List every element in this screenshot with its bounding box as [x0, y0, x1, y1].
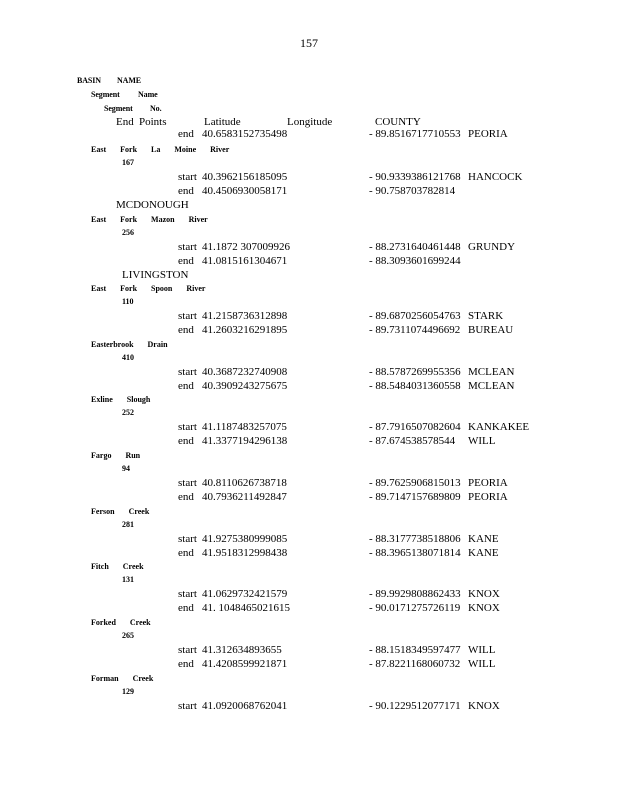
- longitude: - 88.3177738518806: [369, 533, 461, 545]
- end-point-type: end: [178, 547, 194, 559]
- end-point-type: end: [178, 658, 194, 670]
- county: WILL: [468, 435, 496, 447]
- segment-name-word: Run: [125, 451, 141, 460]
- end-point-type: start: [178, 241, 197, 253]
- segment-number: 281: [122, 520, 134, 529]
- segment-name-word: East: [91, 284, 107, 293]
- segment-name-word: Fork: [120, 145, 138, 154]
- county: KANE: [468, 547, 499, 559]
- county: WILL: [468, 644, 496, 656]
- latitude: 41. 1048465021615: [202, 602, 290, 614]
- latitude: 41.1187483257075: [202, 421, 287, 433]
- longitude: - 87.674538578544: [369, 435, 456, 447]
- latitude: 41.0629732421579: [202, 588, 288, 600]
- end-point-type: end: [178, 602, 194, 614]
- county: KNOX: [468, 700, 500, 712]
- segment-name-word: Creek: [122, 562, 144, 571]
- segment-name-word: Moine: [174, 145, 197, 154]
- header-segment-2: Segment: [104, 104, 133, 113]
- latitude: 41.0815161304671: [202, 255, 288, 267]
- coordinate-row: [0, 533, 618, 547]
- end-point-type: start: [178, 644, 197, 656]
- coordinate-row: [0, 700, 618, 714]
- segment-name-word: Exline: [91, 395, 113, 404]
- end-point-type: start: [178, 421, 197, 433]
- segment-name-word: Mazon: [151, 215, 175, 224]
- coordinate-row: [0, 171, 618, 185]
- segment-name-word: Fargo: [91, 451, 112, 460]
- header-basin: BASIN: [77, 76, 101, 85]
- coordinate-row: [0, 380, 618, 394]
- latitude: 41.312634893655: [202, 644, 282, 656]
- segment-name-word: Slough: [126, 395, 151, 404]
- segment-name-word: East: [91, 145, 107, 154]
- segment-name: [91, 451, 154, 460]
- coordinate-row: [0, 435, 618, 449]
- latitude: 41.3377194296138: [202, 435, 288, 447]
- segment-name-word: Fitch: [91, 562, 109, 571]
- end-point-type: end: [178, 380, 194, 392]
- segment-name-word: Creek: [132, 674, 154, 683]
- county-continuation: LIVINGSTON: [122, 269, 189, 281]
- segment-number: 167: [122, 158, 134, 167]
- segment-name: [91, 340, 182, 349]
- segment-number: 94: [122, 464, 130, 473]
- segment-number: 410: [122, 353, 134, 362]
- longitude: - 89.7625906815013: [369, 477, 461, 489]
- end-point-type: start: [178, 477, 197, 489]
- first-row: [0, 128, 618, 142]
- longitude: - 88.5787269955356: [369, 366, 461, 378]
- longitude: - 90.1229512077171: [369, 700, 461, 712]
- longitude: - 87.8221168060732: [369, 658, 461, 670]
- county: PEORIA: [468, 128, 508, 140]
- segment-name: [91, 562, 158, 571]
- segment-name-word: East: [91, 215, 107, 224]
- end-point-type: end: [178, 324, 194, 336]
- county: KANE: [468, 533, 499, 545]
- coordinate-row: [0, 255, 618, 269]
- segment-name: [91, 507, 163, 516]
- coordinate-row: [0, 658, 618, 672]
- latitude: 41.0920068762041: [202, 700, 288, 712]
- county: KNOX: [468, 588, 500, 600]
- end-point-type: start: [178, 588, 197, 600]
- segment-name-word: Fork: [120, 215, 138, 224]
- county: KNOX: [468, 602, 500, 614]
- header-end: End: [116, 116, 134, 128]
- longitude: - 90.758703782814: [369, 185, 456, 197]
- coordinate-row: [0, 310, 618, 324]
- longitude: - 87.7916507082604: [369, 421, 461, 433]
- coordinate-row: [0, 185, 618, 199]
- segment-name-word: Creek: [128, 507, 150, 516]
- header-latitude: Latitude: [204, 116, 241, 128]
- latitude: 40.6583152735498: [202, 128, 288, 140]
- segment-name-word: River: [188, 215, 208, 224]
- longitude: - 88.1518349597477: [369, 644, 461, 656]
- latitude: 41.4208599921871: [202, 658, 288, 670]
- latitude: 40.3962156185095: [202, 171, 288, 183]
- latitude: 40.4506930058171: [202, 185, 288, 197]
- end-point-type: start: [178, 533, 197, 545]
- header-segment-name: Name: [138, 90, 158, 99]
- end-point-type: end: [178, 491, 194, 503]
- latitude: 41.9275380999085: [202, 533, 288, 545]
- county: GRUNDY: [468, 241, 516, 253]
- latitude: 41.9518312998438: [202, 547, 288, 559]
- county: MCLEAN: [468, 366, 515, 378]
- end-point-type: start: [178, 700, 197, 712]
- county: WILL: [468, 658, 496, 670]
- segment-number: 110: [122, 297, 134, 306]
- header-segment: Segment: [91, 90, 120, 99]
- end-point-type: end: [178, 185, 194, 197]
- county: KANKAKEE: [468, 421, 530, 433]
- county: BUREAU: [468, 324, 514, 336]
- longitude: - 89.9929808862433: [369, 588, 461, 600]
- end-point-type: start: [178, 366, 197, 378]
- segment-name-word: Drain: [147, 340, 168, 349]
- longitude: - 89.6870256054763: [369, 310, 461, 322]
- county: MCLEAN: [468, 380, 515, 392]
- segment-name: [91, 618, 165, 627]
- coordinate-row: [0, 324, 618, 338]
- longitude: - 89.8516717710553: [369, 128, 461, 140]
- coordinate-row: [0, 477, 618, 491]
- segment-name-word: Easterbrook: [91, 340, 134, 349]
- coordinate-row: [0, 644, 618, 658]
- segment-name-word: Forked: [91, 618, 116, 627]
- longitude: - 90.9339386121768: [369, 171, 461, 183]
- end-point-type: start: [178, 310, 197, 322]
- latitude: 40.7936211492847: [202, 491, 287, 503]
- segment-name: [91, 215, 222, 224]
- page-number: 157: [300, 36, 318, 50]
- header-county: COUNTY: [375, 116, 421, 128]
- longitude: - 89.7311074496692: [369, 324, 461, 336]
- coordinate-row: [0, 421, 618, 435]
- latitude: 40.8110626738718: [202, 477, 287, 489]
- segment-number: 252: [122, 408, 134, 417]
- segment-name: [91, 145, 243, 154]
- latitude: 41.1872 307009926: [202, 241, 290, 253]
- segment-number: 256: [122, 228, 134, 237]
- segment-name: [91, 284, 219, 293]
- county: PEORIA: [468, 491, 508, 503]
- coordinate-row: [0, 366, 618, 380]
- county-continuation: MCDONOUGH: [116, 199, 189, 211]
- longitude: - 89.7147157689809: [369, 491, 461, 503]
- coordinate-row: [0, 602, 618, 616]
- segment-name-word: River: [186, 284, 206, 293]
- segment-number: 265: [122, 631, 134, 640]
- latitude: 41.2158736312898: [202, 310, 288, 322]
- segment-number: 129: [122, 687, 134, 696]
- latitude: 40.3687232740908: [202, 366, 288, 378]
- longitude: - 88.5484031360558: [369, 380, 461, 392]
- longitude: - 88.2731640461448: [369, 241, 461, 253]
- segment-name-word: Spoon: [151, 284, 173, 293]
- latitude: 41.2603216291895: [202, 324, 288, 336]
- end-point-type: start: [178, 171, 197, 183]
- header-longitude: Longitude: [287, 116, 333, 128]
- end-point-type: end: [178, 128, 194, 140]
- header-name: NAME: [117, 76, 142, 85]
- segment-name-word: Creek: [129, 618, 151, 627]
- coordinate-row: [0, 588, 618, 602]
- end-point-type: end: [178, 255, 194, 267]
- segment-name: [91, 395, 164, 404]
- latitude: 40.3909243275675: [202, 380, 288, 392]
- segment-number: 131: [122, 575, 134, 584]
- end-point-type: end: [178, 435, 194, 447]
- header-no: No.: [150, 104, 162, 113]
- segment-name-word: La: [151, 145, 161, 154]
- segment-name: [91, 674, 167, 683]
- coordinate-row: [0, 491, 618, 505]
- header-points: Points: [139, 116, 167, 128]
- segment-name-word: Ferson: [91, 507, 115, 516]
- longitude: - 90.0171275726119: [369, 602, 461, 614]
- longitude: - 88.3093601699244: [369, 255, 461, 267]
- county: STARK: [468, 310, 504, 322]
- county: HANCOCK: [468, 171, 523, 183]
- segment-name-word: River: [210, 145, 230, 154]
- coordinate-row: [0, 547, 618, 561]
- longitude: - 88.3965138071814: [369, 547, 461, 559]
- segment-name-word: Forman: [91, 674, 119, 683]
- coordinate-row: [0, 241, 618, 255]
- county: PEORIA: [468, 477, 508, 489]
- segment-name-word: Fork: [120, 284, 138, 293]
